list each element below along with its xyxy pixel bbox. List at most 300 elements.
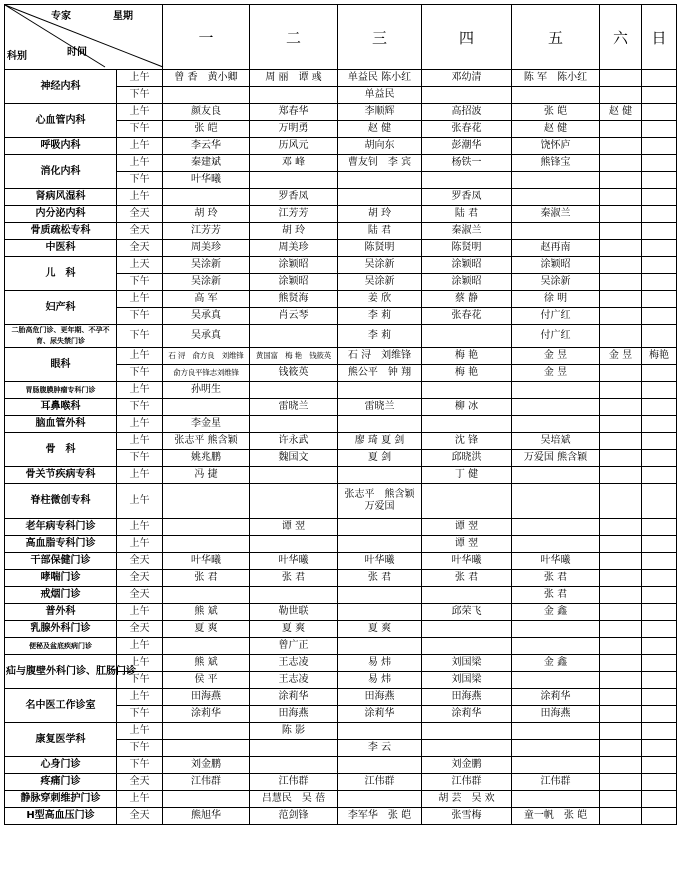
time-slot: 上午 <box>117 348 163 365</box>
doctor-cell: 石 浔 刘维锋 <box>338 348 422 365</box>
table-row <box>5 399 677 416</box>
doctor-cell: 夏 爽 <box>250 621 338 638</box>
doctor-cell <box>512 519 600 536</box>
doctor-cell <box>422 638 512 655</box>
doctor-cell: 梅艳 <box>642 348 677 365</box>
department-name: 骨关节疾病专科 <box>5 467 117 484</box>
time-slot: 下午 <box>117 308 163 325</box>
department-name: 康复医学科 <box>5 723 117 757</box>
doctor-cell: 柳 冰 <box>422 399 512 416</box>
doctor-cell: 付广红 <box>512 325 600 348</box>
doctor-cell <box>250 757 338 774</box>
doctor-cell <box>642 223 677 240</box>
doctor-cell: 邱荣飞 <box>422 604 512 621</box>
department-name: 儿 科 <box>5 257 117 291</box>
doctor-cell <box>600 416 642 433</box>
doctor-cell: 陈 军 陈小红 <box>512 70 600 87</box>
doctor-cell: 丁 健 <box>422 467 512 484</box>
doctor-cell <box>600 274 642 291</box>
doctor-cell: 涂莉华 <box>163 706 250 723</box>
doctor-cell: 赵 健 <box>600 104 642 121</box>
time-slot: 上午 <box>117 416 163 433</box>
doctor-cell <box>642 587 677 604</box>
doctor-cell <box>512 791 600 808</box>
doctor-cell: 江伟群 <box>338 774 422 791</box>
department-name: 脑血管外科 <box>5 416 117 433</box>
doctor-cell: 田海燕 <box>512 706 600 723</box>
table-row <box>5 723 677 740</box>
doctor-cell <box>600 706 642 723</box>
doctor-cell <box>600 155 642 172</box>
time-slot: 全天 <box>117 553 163 570</box>
department-name: 哮喘门诊 <box>5 570 117 587</box>
time-slot: 上午 <box>117 655 163 672</box>
doctor-cell <box>642 672 677 689</box>
department-name: 二胎高危门诊、更年期、不孕不育、尿失禁门诊 <box>5 325 117 348</box>
doctor-cell: 吴培斌 <box>512 433 600 450</box>
doctor-cell <box>642 382 677 399</box>
doctor-cell: 刘金鹏 <box>422 757 512 774</box>
department-name: 肾病风湿科 <box>5 189 117 206</box>
doctor-cell <box>250 172 338 189</box>
doctor-cell <box>512 757 600 774</box>
doctor-cell: 吴涂新 <box>338 257 422 274</box>
time-slot: 下午 <box>117 365 163 382</box>
doctor-cell: 夏 剑 <box>338 450 422 467</box>
doctor-cell <box>642 257 677 274</box>
day-header: 日 <box>642 5 677 70</box>
doctor-cell: 熊贤海 <box>250 291 338 308</box>
doctor-cell <box>642 689 677 706</box>
doctor-cell: 涂颖昭 <box>422 257 512 274</box>
doctor-cell: 吴涂新 <box>163 257 250 274</box>
doctor-cell: 孙明生 <box>163 382 250 399</box>
doctor-cell <box>642 757 677 774</box>
doctor-cell: 罗香凤 <box>422 189 512 206</box>
table-row <box>5 655 677 672</box>
header-row <box>5 5 677 70</box>
doctor-cell <box>512 223 600 240</box>
doctor-cell <box>250 587 338 604</box>
time-slot: 下午 <box>117 399 163 416</box>
doctor-cell <box>163 723 250 740</box>
doctor-cell <box>600 587 642 604</box>
doctor-cell <box>163 399 250 416</box>
table-row <box>5 689 677 706</box>
time-slot: 上午 <box>117 689 163 706</box>
doctor-cell: 许永武 <box>250 433 338 450</box>
doctor-cell: 周 丽 谭 彧 <box>250 70 338 87</box>
doctor-cell: 夏 爽 <box>163 621 250 638</box>
table-row <box>5 519 677 536</box>
doctor-cell: 童一帆 张 皑 <box>512 808 600 825</box>
time-slot: 下午 <box>117 450 163 467</box>
department-name: 疼痛门诊 <box>5 774 117 791</box>
doctor-cell: 吴涂新 <box>163 274 250 291</box>
department-name: 高血脂专科门诊 <box>5 536 117 553</box>
time-slot: 下午 <box>117 121 163 138</box>
doctor-cell: 李 莉 <box>338 308 422 325</box>
doctor-cell <box>642 519 677 536</box>
table-row <box>5 757 677 774</box>
doctor-cell <box>642 121 677 138</box>
time-slot: 上午 <box>117 519 163 536</box>
doctor-cell: 胡 玲 <box>338 206 422 223</box>
day-header: 三 <box>338 5 422 70</box>
doctor-cell <box>642 365 677 382</box>
doctor-cell <box>512 416 600 433</box>
doctor-cell: 金 昱 <box>512 348 600 365</box>
doctor-cell: 江芳芳 <box>163 223 250 240</box>
doctor-cell: 吴涂新 <box>338 274 422 291</box>
doctor-cell: 彭潮华 <box>422 138 512 155</box>
time-slot: 上午 <box>117 638 163 655</box>
doctor-cell: 张春花 <box>422 308 512 325</box>
doctor-cell: 谭 翌 <box>422 536 512 553</box>
doctor-cell <box>600 291 642 308</box>
doctor-cell <box>163 87 250 104</box>
doctor-cell: 谭 翌 <box>422 519 512 536</box>
doctor-cell: 李 云 <box>338 740 422 757</box>
doctor-cell: 谭 翌 <box>250 519 338 536</box>
doctor-cell <box>250 416 338 433</box>
doctor-cell: 梅 艳 <box>422 365 512 382</box>
doctor-cell: 姚兆鹏 <box>163 450 250 467</box>
time-slot: 上天 <box>117 257 163 274</box>
table-row <box>5 553 677 570</box>
doctor-cell <box>600 723 642 740</box>
doctor-cell: 胡 玲 <box>250 223 338 240</box>
doctor-cell: 万爱国 熊含颖 <box>512 450 600 467</box>
doctor-cell <box>600 325 642 348</box>
doctor-cell <box>600 774 642 791</box>
doctor-cell: 胡 玲 <box>163 206 250 223</box>
doctor-cell: 邓 峰 <box>250 155 338 172</box>
time-slot: 全天 <box>117 774 163 791</box>
doctor-cell: 涂莉华 <box>422 706 512 723</box>
table-row <box>5 621 677 638</box>
doctor-cell: 熊公平 钟 翔 <box>338 365 422 382</box>
doctor-cell <box>600 553 642 570</box>
doctor-cell: 李金星 <box>163 416 250 433</box>
doctor-cell <box>642 70 677 87</box>
time-slot: 下午 <box>117 274 163 291</box>
doctor-cell <box>642 484 677 519</box>
time-slot: 下午 <box>117 172 163 189</box>
doctor-cell: 吴承真 <box>163 325 250 348</box>
doctor-cell <box>600 740 642 757</box>
doctor-cell <box>600 189 642 206</box>
doctor-cell: 涂颖昭 <box>422 274 512 291</box>
time-slot: 上午 <box>117 291 163 308</box>
department-name: 静脉穿刺维护门诊 <box>5 791 117 808</box>
doctor-cell: 张 君 <box>338 570 422 587</box>
table-row <box>5 291 677 308</box>
doctor-cell: 易 炜 <box>338 655 422 672</box>
doctor-cell <box>512 621 600 638</box>
time-slot: 全天 <box>117 223 163 240</box>
doctor-cell: 李云华 <box>163 138 250 155</box>
doctor-cell <box>600 138 642 155</box>
doctor-cell: 赵再南 <box>512 240 600 257</box>
doctor-cell: 张 皑 <box>512 104 600 121</box>
doctor-cell: 金 昱 <box>600 348 642 365</box>
doctor-cell <box>422 740 512 757</box>
doctor-cell: 饶怀庐 <box>512 138 600 155</box>
doctor-cell: 周美珍 <box>250 240 338 257</box>
time-slot: 全天 <box>117 587 163 604</box>
doctor-cell <box>600 638 642 655</box>
doctor-cell: 吴涂新 <box>512 274 600 291</box>
department-name: 疝与腹壁外科门诊、肛肠门诊 <box>5 655 117 689</box>
doctor-cell: 赵 健 <box>512 121 600 138</box>
doctor-cell: 金 鑫 <box>512 655 600 672</box>
table-row <box>5 791 677 808</box>
table-row <box>5 570 677 587</box>
doctor-cell: 涂颖昭 <box>512 257 600 274</box>
doctor-cell: 刘国梁 <box>422 672 512 689</box>
doctor-cell <box>642 723 677 740</box>
doctor-cell: 陆 君 <box>338 223 422 240</box>
doctor-cell <box>422 484 512 519</box>
doctor-cell: 王志凌 <box>250 672 338 689</box>
doctor-cell <box>422 382 512 399</box>
doctor-cell <box>250 325 338 348</box>
time-slot: 上午 <box>117 604 163 621</box>
doctor-cell <box>642 240 677 257</box>
doctor-cell <box>600 121 642 138</box>
doctor-cell: 颜友良 <box>163 104 250 121</box>
doctor-cell: 张 君 <box>512 587 600 604</box>
doctor-cell: 廖 琦 夏 剑 <box>338 433 422 450</box>
time-slot: 上午 <box>117 189 163 206</box>
doctor-cell: 江伟群 <box>250 774 338 791</box>
doctor-cell <box>338 382 422 399</box>
time-slot: 全天 <box>117 206 163 223</box>
doctor-cell <box>250 382 338 399</box>
schedule-table <box>4 4 677 825</box>
table-row <box>5 189 677 206</box>
doctor-cell: 周美珍 <box>163 240 250 257</box>
doctor-cell <box>642 467 677 484</box>
doctor-cell: 胡 芸 吴 欢 <box>422 791 512 808</box>
doctor-cell: 田海燕 <box>250 706 338 723</box>
department-name: 呼吸内科 <box>5 138 117 155</box>
doctor-cell: 张 君 <box>163 570 250 587</box>
time-slot: 上午 <box>117 70 163 87</box>
doctor-cell <box>163 189 250 206</box>
doctor-cell <box>600 206 642 223</box>
doctor-cell: 涂颖昭 <box>250 274 338 291</box>
department-name: 消化内科 <box>5 155 117 189</box>
doctor-cell <box>642 291 677 308</box>
doctor-cell: 邱晓洪 <box>422 450 512 467</box>
table-row <box>5 155 677 172</box>
corner-weekday-label: 星期 <box>113 11 133 22</box>
doctor-cell: 秦建斌 <box>163 155 250 172</box>
doctor-cell <box>338 604 422 621</box>
table-row <box>5 416 677 433</box>
doctor-cell: 张 君 <box>512 570 600 587</box>
doctor-cell: 叶华曦 <box>250 553 338 570</box>
doctor-cell <box>338 723 422 740</box>
corner-time-label: 时间 <box>67 47 87 58</box>
doctor-cell <box>600 382 642 399</box>
table-row <box>5 325 677 348</box>
doctor-cell: 陈贤明 <box>422 240 512 257</box>
doctor-cell <box>250 740 338 757</box>
doctor-cell <box>642 325 677 348</box>
doctor-cell <box>338 416 422 433</box>
doctor-cell: 熊锋宝 <box>512 155 600 172</box>
doctor-cell: 涂颖昭 <box>250 257 338 274</box>
doctor-cell <box>422 172 512 189</box>
department-name: 耳鼻喉科 <box>5 399 117 416</box>
doctor-cell <box>600 757 642 774</box>
doctor-cell <box>600 467 642 484</box>
time-slot: 上午 <box>117 536 163 553</box>
table-row <box>5 206 677 223</box>
doctor-cell: 叶华曦 <box>338 553 422 570</box>
department-name: 眼科 <box>5 348 117 382</box>
doctor-cell: 金 昱 <box>512 365 600 382</box>
doctor-cell <box>512 723 600 740</box>
doctor-cell <box>642 399 677 416</box>
doctor-cell: 侯 平 <box>163 672 250 689</box>
doctor-cell: 万明勇 <box>250 121 338 138</box>
doctor-cell <box>338 791 422 808</box>
table-row <box>5 240 677 257</box>
doctor-cell <box>642 416 677 433</box>
doctor-cell: 田海燕 <box>338 689 422 706</box>
doctor-cell: 叶华曦 <box>163 553 250 570</box>
doctor-cell <box>600 519 642 536</box>
corner-dept-label: 科别 <box>7 51 27 62</box>
table-row <box>5 484 677 519</box>
table-row <box>5 138 677 155</box>
doctor-cell: 蔡 静 <box>422 291 512 308</box>
doctor-cell: 单益民 陈小红 <box>338 70 422 87</box>
doctor-cell <box>600 621 642 638</box>
doctor-cell: 刘国梁 <box>422 655 512 672</box>
time-slot: 上午 <box>117 104 163 121</box>
doctor-cell: 曾广正 <box>250 638 338 655</box>
department-name: 妇产科 <box>5 291 117 325</box>
doctor-cell <box>642 155 677 172</box>
doctor-cell <box>642 604 677 621</box>
doctor-cell: 张 皑 <box>163 121 250 138</box>
doctor-cell: 王志凌 <box>250 655 338 672</box>
doctor-cell <box>338 757 422 774</box>
doctor-cell <box>642 808 677 825</box>
doctor-cell <box>642 308 677 325</box>
doctor-cell <box>600 399 642 416</box>
doctor-cell <box>642 791 677 808</box>
doctor-cell <box>163 638 250 655</box>
doctor-cell <box>600 808 642 825</box>
doctor-cell <box>338 189 422 206</box>
doctor-cell <box>250 536 338 553</box>
time-slot: 上午 <box>117 382 163 399</box>
doctor-cell: 秦淑兰 <box>422 223 512 240</box>
doctor-cell: 高招波 <box>422 104 512 121</box>
doctor-cell <box>250 87 338 104</box>
department-name: H型高血压门诊 <box>5 808 117 825</box>
doctor-cell: 李顺辉 <box>338 104 422 121</box>
doctor-cell <box>422 621 512 638</box>
doctor-cell <box>642 433 677 450</box>
doctor-cell <box>163 587 250 604</box>
doctor-cell: 叶华曦 <box>163 172 250 189</box>
doctor-cell: 徐 明 <box>512 291 600 308</box>
doctor-cell <box>642 655 677 672</box>
time-slot: 上午 <box>117 155 163 172</box>
department-name: 普外科 <box>5 604 117 621</box>
doctor-cell: 历风元 <box>250 138 338 155</box>
doctor-cell <box>642 740 677 757</box>
doctor-cell <box>512 172 600 189</box>
time-slot: 下午 <box>117 672 163 689</box>
department-name: 骨 科 <box>5 433 117 467</box>
table-row <box>5 223 677 240</box>
doctor-cell <box>338 587 422 604</box>
doctor-cell <box>338 536 422 553</box>
doctor-cell: 雷晓兰 <box>338 399 422 416</box>
doctor-cell: 叶华曦 <box>422 553 512 570</box>
doctor-cell <box>512 467 600 484</box>
doctor-cell <box>163 740 250 757</box>
doctor-cell <box>642 570 677 587</box>
doctor-cell: 姜 欣 <box>338 291 422 308</box>
table-row <box>5 774 677 791</box>
doctor-cell <box>512 382 600 399</box>
doctor-cell: 叶华曦 <box>512 553 600 570</box>
doctor-cell <box>600 70 642 87</box>
table-row <box>5 257 677 274</box>
department-name: 内分泌内科 <box>5 206 117 223</box>
doctor-cell <box>600 689 642 706</box>
table-row <box>5 348 677 365</box>
doctor-cell: 涂莉华 <box>338 706 422 723</box>
doctor-cell <box>642 553 677 570</box>
doctor-cell: 雷晓兰 <box>250 399 338 416</box>
doctor-cell <box>250 467 338 484</box>
doctor-cell <box>642 774 677 791</box>
doctor-cell <box>163 536 250 553</box>
time-slot: 上午 <box>117 433 163 450</box>
table-row <box>5 808 677 825</box>
doctor-cell <box>600 172 642 189</box>
doctor-cell: 沈 锋 <box>422 433 512 450</box>
table-row <box>5 382 677 399</box>
time-slot: 下午 <box>117 87 163 104</box>
doctor-cell <box>642 621 677 638</box>
doctor-cell <box>512 189 600 206</box>
doctor-cell: 田海燕 <box>163 689 250 706</box>
doctor-cell <box>600 223 642 240</box>
doctor-cell <box>338 172 422 189</box>
department-name: 便秘及盆底疾病门诊 <box>5 638 117 655</box>
doctor-cell <box>512 399 600 416</box>
doctor-cell: 熊旭华 <box>163 808 250 825</box>
doctor-cell: 江伟群 <box>422 774 512 791</box>
doctor-cell <box>642 206 677 223</box>
time-slot: 全天 <box>117 240 163 257</box>
doctor-cell: 邓幼清 <box>422 70 512 87</box>
doctor-cell <box>600 365 642 382</box>
doctor-cell <box>642 536 677 553</box>
doctor-cell <box>512 536 600 553</box>
